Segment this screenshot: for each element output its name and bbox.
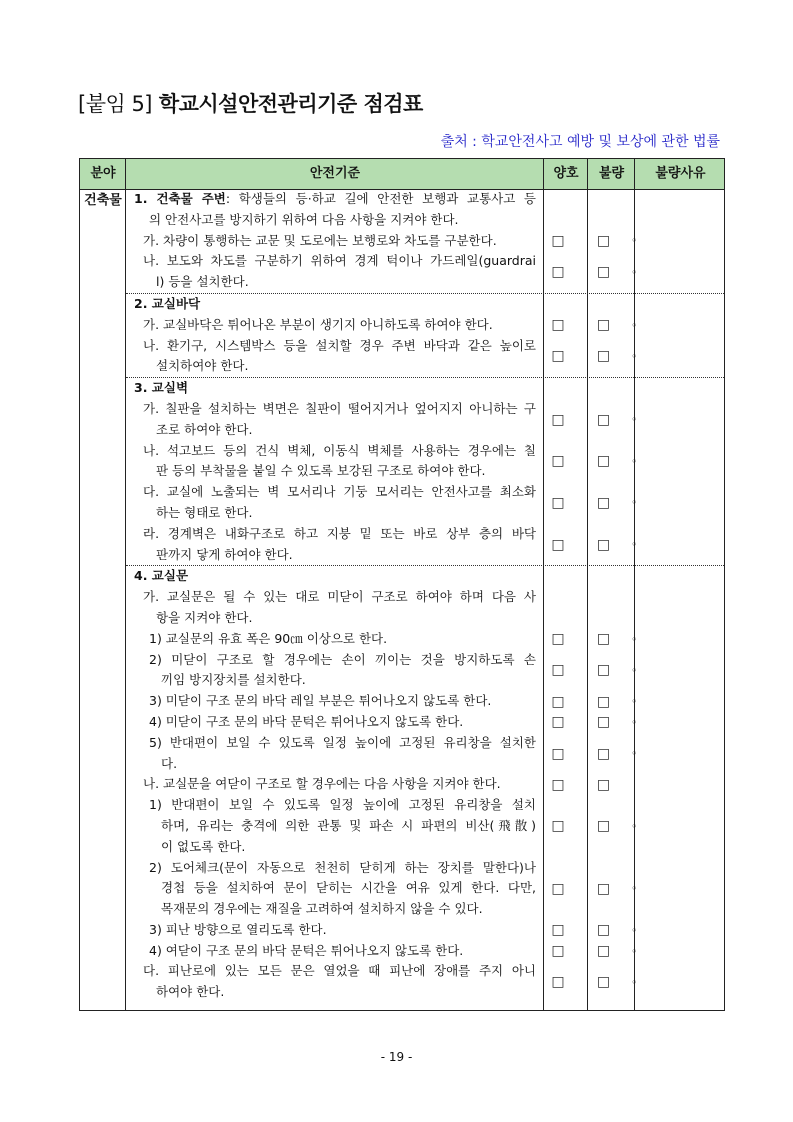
criterion-line: 이 없도록 한다. [161, 838, 246, 854]
criterion-text [126, 399, 536, 441]
criterion-line: 나. 석고보드 등의 건식 벽체, 이동식 벽체를 사용하는 경우에는 칠 [143, 442, 536, 458]
bad-checkbox[interactable]: □ [596, 348, 611, 365]
criterion-line: 라. 경계벽은 내화구조로 하고 지붕 밑 또는 바로 상부 층의 바닥 [143, 525, 536, 541]
criterion-line: 경첩 등을 설치하여 문이 닫히는 시간을 여유 있게 한다. 다만, [161, 880, 536, 896]
reason-field [627, 587, 718, 629]
criterion-text [126, 795, 536, 857]
criterion-line: 가. 교실문은 될 수 있는 대로 미닫이 구조로 하여야 하며 다음 사 [143, 589, 536, 605]
reason-field[interactable]: ◦ [631, 747, 638, 761]
criterion-text [126, 251, 536, 293]
criterion-line: 목재문의 경우에는 재질을 고려하여 설치하지 않을 수 있다. [161, 901, 483, 917]
good-checkbox[interactable]: □ [551, 631, 565, 648]
inspection-table [79, 158, 725, 1011]
good-checkbox[interactable]: □ [551, 317, 565, 334]
column-divider [543, 159, 544, 1010]
criterion-text [126, 941, 536, 962]
reason-field[interactable]: ◦ [631, 819, 638, 833]
good-checkbox[interactable]: □ [551, 264, 565, 281]
reason-field[interactable]: ◦ [631, 265, 638, 279]
criterion-text [126, 482, 536, 524]
source-citation: 출처 : 학교안전사고 예방 및 보상에 관한 법률 [440, 134, 720, 150]
table-header [80, 159, 724, 190]
section-heading-text [126, 294, 536, 315]
criterion-text [126, 650, 536, 692]
reason-field[interactable]: ◦ [631, 454, 638, 468]
good-checkbox[interactable]: □ [551, 880, 565, 897]
criterion-line: 3) 미닫이 구조 문의 바닥 레일 부분은 튀어나오지 않도록 한다. [149, 693, 492, 709]
criterion-line: 가. 교실바닥은 튀어나온 부분이 생기지 아니하도록 하여야 한다. [143, 316, 493, 332]
section-title: 3. 교실벽 [134, 380, 189, 396]
good-checkbox[interactable]: □ [551, 662, 565, 679]
criterion-line: 다. [161, 755, 178, 771]
good-checkbox[interactable]: □ [551, 974, 565, 991]
bad-checkbox[interactable]: □ [596, 232, 611, 249]
criterion-line: 나. 보도와 차도를 구분하기 위하여 경계 턱이나 가드레일(guardrai [143, 253, 536, 269]
criterion-line: 나. 교실문을 여닫이 구조로 할 경우에는 다음 사항을 지켜야 한다. [143, 776, 501, 792]
bad-checkbox[interactable]: □ [596, 776, 611, 793]
criterion-line: 가. 칠판을 설치하는 벽면은 칠판이 떨어지거나 엎어지지 아니하는 구 [143, 400, 536, 416]
section-title: 1. 건축물 주변 [134, 191, 226, 206]
criterion-text [126, 336, 536, 378]
heading-line [134, 566, 536, 587]
criterion-text [126, 712, 536, 733]
column-divider [125, 159, 126, 1010]
column-divider [634, 159, 635, 1010]
bad-checkbox[interactable]: □ [596, 974, 611, 991]
bad-checkbox[interactable]: □ [596, 714, 611, 731]
criterion-line: 가. 차량이 통행하는 교문 및 도로에는 보행로와 차도를 구분한다. [143, 232, 497, 248]
good-checkbox[interactable]: □ [551, 922, 565, 939]
header-reason: 불량사유 [655, 166, 706, 181]
good-checkbox[interactable]: □ [551, 494, 565, 511]
section-heading-text [126, 378, 536, 399]
criterion-line: 5) 반대편이 보일 수 있도록 일정 높이에 고정된 유리창을 설치한 [149, 734, 536, 750]
reason-field[interactable]: ◦ [631, 944, 638, 958]
bad-checkbox[interactable]: □ [596, 453, 611, 470]
criterion-line: 판 등의 부착물을 붙일 수 있도록 보강된 구조로 하여야 한다. [156, 463, 486, 479]
criterion-text [126, 920, 536, 941]
reason-field[interactable]: ◦ [631, 413, 638, 427]
bad-checkbox[interactable]: □ [596, 494, 611, 511]
section-title: 2. 교실바닥 [134, 295, 201, 311]
section-intro: : 학생들의 등·하교 길에 안전한 보행과 교통사고 등 [225, 191, 536, 206]
bad-checkbox[interactable]: □ [596, 264, 611, 281]
header-good: 양호 [553, 166, 579, 181]
good-checkbox[interactable]: □ [551, 536, 565, 553]
header-bad: 불량 [598, 166, 625, 181]
heading-line [134, 189, 536, 210]
reason-field[interactable]: ◦ [631, 234, 638, 248]
bad-checkbox[interactable]: □ [596, 818, 611, 835]
section-heading-text [126, 566, 536, 587]
header-category: 분야 [90, 166, 116, 181]
criterion-line: 4) 미닫이 구조 문의 바닥 문턱은 튀어나오지 않도록 한다. [149, 713, 464, 729]
criterion-line: 2) 미닫이 구조로 할 경우에는 손이 끼이는 것을 방지하도록 손 [149, 651, 536, 667]
criterion-line: 3) 피난 방향으로 열리도록 한다. [149, 921, 327, 937]
good-checkbox[interactable]: □ [551, 411, 565, 428]
header-standard: 안전기준 [309, 166, 361, 181]
reason-field[interactable]: ◦ [631, 318, 638, 332]
heading-line [134, 294, 536, 315]
criterion-line: 판까지 닿게 하여야 한다. [156, 546, 293, 562]
criterion-text [126, 587, 536, 629]
reason-field[interactable]: ◦ [631, 632, 638, 646]
reason-field[interactable]: ◦ [631, 695, 638, 709]
criterion-text [126, 315, 536, 336]
page-number: - 19 - [380, 1050, 413, 1064]
good-checkbox[interactable]: □ [551, 714, 565, 731]
good-checkbox[interactable]: □ [551, 776, 565, 793]
criterion-line: l) 등을 설치한다. [156, 274, 249, 290]
criterion-line: 하는 형태로 한다. [156, 504, 253, 520]
heading-line [134, 378, 536, 399]
bad-checkbox[interactable]: □ [596, 693, 611, 710]
bad-checkbox[interactable]: □ [596, 411, 611, 428]
section-intro-line: 의 안전사고를 방지하기 위하여 다음 사항을 지켜야 한다. [149, 211, 459, 227]
criterion-text [126, 231, 536, 252]
criterion-line: 2) 도어체크(문이 자동으로 천천히 닫히게 하는 장치를 말한다)나 [149, 859, 536, 875]
good-checkbox[interactable]: □ [551, 693, 565, 710]
criterion-line: 하며, 유리는 충격에 의한 관통 및 파손 시 파편의 비산(飛散) [161, 817, 536, 833]
good-checkbox[interactable]: □ [551, 943, 565, 960]
criterion-line: 다. 피난로에 있는 모든 문은 열었을 때 피난에 장애를 주지 아니 [143, 963, 536, 979]
reason-field[interactable]: ◦ [631, 496, 638, 510]
reason-field[interactable]: ◦ [631, 349, 638, 363]
reason-field[interactable]: ◦ [631, 975, 638, 989]
bad-checkbox[interactable]: □ [596, 880, 611, 897]
criterion-line: 다. 교실에 노출되는 벽 모서리나 기둥 모서리는 안전사고를 최소화 [143, 484, 536, 500]
attachment-label: [붙임 5] [78, 92, 152, 116]
bad-checkbox[interactable]: □ [596, 662, 611, 679]
criterion-line: 나. 환기구, 시스템박스 등을 설치할 경우 주변 바닥과 같은 높이로 [143, 337, 536, 353]
criterion-text [126, 441, 536, 483]
bad-checkbox[interactable]: □ [596, 536, 611, 553]
section-title: 4. 교실문 [134, 568, 189, 584]
section-heading-text [126, 189, 536, 231]
criterion-line: 하여야 한다. [156, 984, 225, 1000]
criterion-line: 4) 여닫이 구조 문의 바닥 문턱은 튀어나오지 않도록 한다. [149, 942, 464, 958]
bad-checkbox[interactable]: □ [596, 922, 611, 939]
category-cell: 건축물 [84, 193, 122, 208]
reason-field[interactable]: ◦ [631, 923, 638, 937]
bad-checkbox[interactable]: □ [596, 745, 611, 762]
criterion-text [126, 524, 536, 566]
criterion-line: 1) 교실문의 유효 폭은 90㎝ 이상으로 한다. [149, 630, 388, 646]
criterion-text [126, 629, 536, 650]
criterion-line: 조로 하여야 한다. [156, 421, 253, 437]
title-text: 학교시설안전관리기준 점검표 [158, 92, 423, 116]
bad-checkbox[interactable]: □ [596, 317, 611, 334]
criterion-text [126, 961, 536, 1003]
document-title [78, 88, 423, 118]
criterion-text [126, 691, 536, 712]
column-divider [587, 159, 588, 1010]
criterion-text [126, 774, 536, 795]
criterion-line: 설치하여야 한다. [156, 358, 249, 374]
reason-field[interactable]: ◦ [631, 538, 638, 552]
good-checkbox[interactable]: □ [551, 745, 565, 762]
reason-field[interactable]: ◦ [631, 715, 638, 729]
good-checkbox[interactable]: □ [551, 453, 565, 470]
criterion-text [126, 858, 536, 920]
bad-checkbox[interactable]: □ [596, 631, 611, 648]
criterion-text [126, 733, 536, 775]
good-checkbox[interactable]: □ [551, 818, 565, 835]
good-checkbox[interactable]: □ [551, 348, 565, 365]
criterion-line: 항을 지켜야 한다. [156, 609, 253, 625]
reason-field[interactable]: ◦ [631, 663, 638, 677]
reason-field [627, 774, 718, 795]
good-checkbox[interactable]: □ [551, 232, 565, 249]
criterion-line: 1) 반대편이 보일 수 있도록 일정 높이에 고정된 유리창을 설치 [149, 797, 536, 813]
reason-field[interactable]: ◦ [631, 882, 638, 896]
bad-checkbox[interactable]: □ [596, 943, 611, 960]
criterion-line: 끼임 방지장치를 설치한다. [161, 672, 306, 688]
